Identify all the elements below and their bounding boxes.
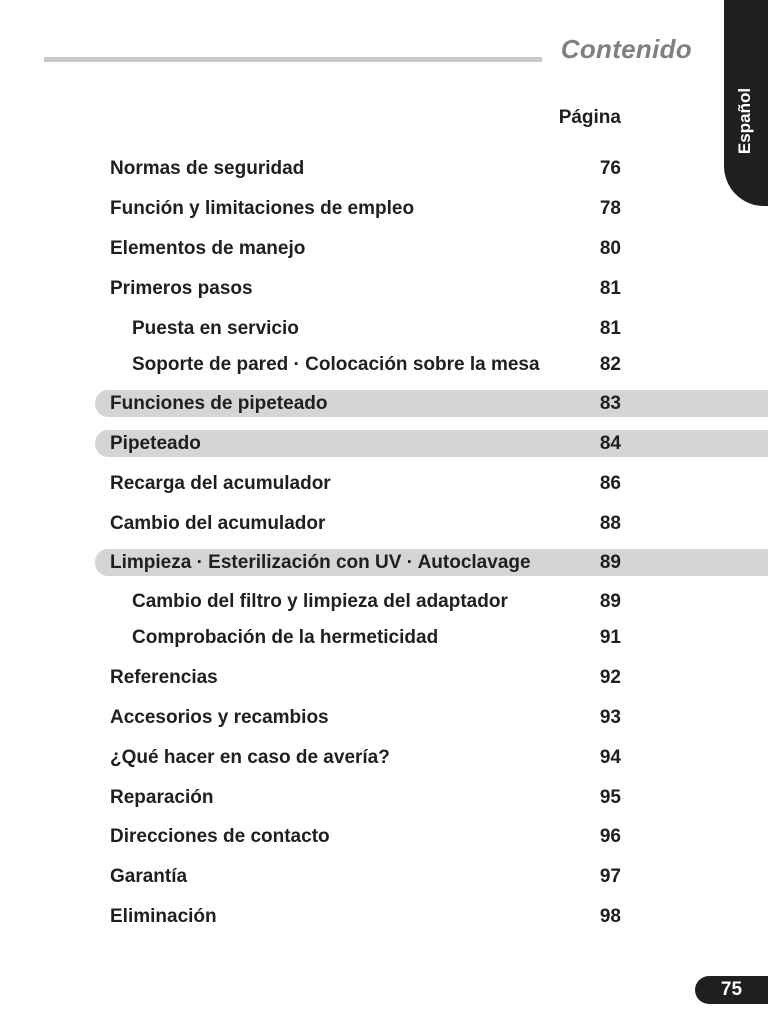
toc-entry-page: 78 [599,198,621,219]
toc-entry-accesorios-y-recambios[interactable] [95,704,768,731]
toc-entry-referencias[interactable] [95,664,768,691]
toc-entry-page: 88 [599,513,621,534]
toc-entry-label: Soporte de pared · Colocación sobre la mesa [132,354,540,375]
toc-entry-label: Referencias [110,667,218,688]
toc-entry-page: 95 [599,787,621,808]
toc-entry-label: Eliminación [110,906,217,927]
toc-entry-page: 76 [599,158,621,179]
toc-entry-label: ¿Qué hacer en caso de avería? [110,747,390,768]
toc-entry-funciones-de-pipeteado[interactable] [95,390,768,417]
toc-entry-page: 86 [599,473,621,494]
toc-entry-elementos-de-manejo[interactable] [95,235,768,262]
toc-entry-page: 97 [599,866,621,887]
toc-entry-page: 82 [599,354,621,375]
toc-entry-cambio-del-filtro[interactable] [95,588,768,615]
toc-entry-recarga-del-acumulador[interactable] [95,470,768,497]
toc-entry-limpieza[interactable] [95,549,768,576]
toc-entry-label: Función y limitaciones de empleo [110,198,415,219]
toc-entry-label: Recarga del acumulador [110,473,331,494]
toc-entry-garantia[interactable] [95,863,768,890]
toc-entry-label: Limpieza · Esterilización con UV · Autoclavage [110,552,531,573]
toc-entry-label: Cambio del filtro y limpieza del adaptador [132,591,508,612]
toc-entry-funcion-y-limitaciones[interactable] [95,195,768,222]
toc-entry-cambio-del-acumulador[interactable] [95,510,768,537]
toc-entry-page: 89 [599,591,621,612]
toc-entry-page: 93 [599,707,621,728]
page-title: Contenido [560,34,692,64]
toc-entry-label: Direcciones de contacto [110,826,330,847]
toc-entry-label: Comprobación de la hermeticidad [132,627,439,648]
toc-entry-label: Cambio del acumulador [110,513,326,534]
language-tab-label: Español [735,87,754,155]
toc-entry-page: 83 [599,393,621,414]
toc-entry-soporte-de-pared[interactable] [95,351,768,378]
toc-entry-label: Puesta en servicio [132,318,299,339]
toc-entry-puesta-en-servicio[interactable] [95,315,768,342]
toc-entry-label: Primeros pasos [110,278,253,299]
toc-entry-label: Accesorios y recambios [110,707,329,728]
toc-entry-comprobacion-hermeticidad[interactable] [95,624,768,651]
toc-entry-label: Funciones de pipeteado [110,393,328,414]
toc-entry-que-hacer-en-caso-de-averia[interactable] [95,744,768,771]
toc-entry-eliminacion[interactable] [95,903,768,930]
toc-entry-label: Reparación [110,787,214,808]
toc-entry-page: 89 [599,552,621,573]
toc-entry-page: 98 [599,906,621,927]
toc-entry-label: Pipeteado [110,433,201,454]
toc-entry-label: Normas de seguridad [110,158,305,179]
toc-entry-primeros-pasos[interactable] [95,275,768,302]
toc-entry-page: 96 [599,826,621,847]
toc-entry-normas-de-seguridad[interactable] [95,155,768,182]
toc-entry-direcciones-de-contacto[interactable] [95,823,768,850]
page-number-badge: 75 [695,976,768,1004]
page-column-header: Página [558,107,621,128]
toc-entry-page: 91 [599,627,621,648]
toc-entry-page: 81 [599,318,621,339]
toc-entry-page: 84 [599,433,621,454]
toc-entry-reparacion[interactable] [95,784,768,811]
toc-entry-page: 80 [599,238,621,259]
toc-entry-label: Elementos de manejo [110,238,306,259]
toc-entry-page: 94 [599,747,621,768]
toc-entry-label: Garantía [110,866,188,887]
toc-entry-page: 81 [599,278,621,299]
toc-entry-pipeteado[interactable] [95,430,768,457]
toc-entry-page: 92 [599,667,621,688]
